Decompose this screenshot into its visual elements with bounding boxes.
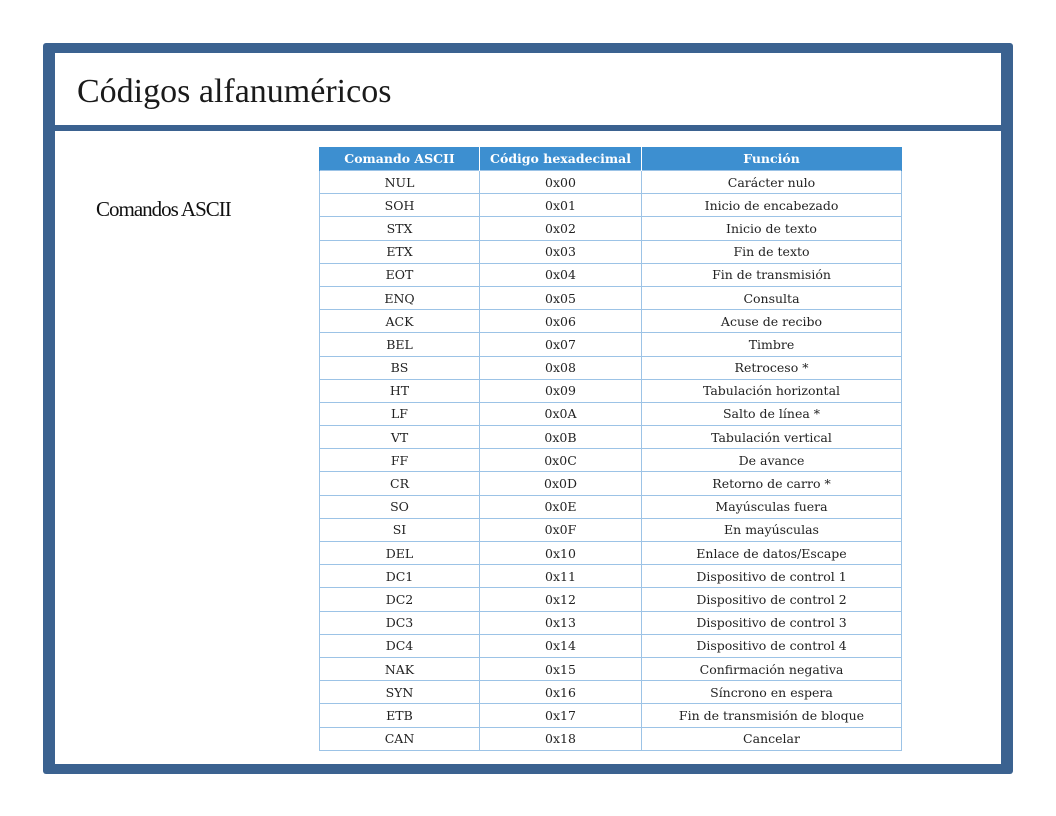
cell-hex-code: 0x05 xyxy=(480,286,642,309)
table-row xyxy=(320,333,902,356)
header-function: Función xyxy=(642,147,902,171)
cell-command: ENQ xyxy=(320,286,480,309)
cell-function: Consulta xyxy=(642,286,902,309)
cell-hex-code: 0x04 xyxy=(480,263,642,286)
cell-command: FF xyxy=(320,449,480,472)
table-row xyxy=(320,657,902,680)
cell-command: DC3 xyxy=(320,611,480,634)
cell-command: NAK xyxy=(320,657,480,680)
cell-hex-code: 0x0C xyxy=(480,449,642,472)
cell-hex-code: 0x0E xyxy=(480,495,642,518)
cell-hex-code: 0x07 xyxy=(480,333,642,356)
cell-function: Dispositivo de control 3 xyxy=(642,611,902,634)
slide-frame xyxy=(43,43,1013,774)
ascii-table xyxy=(319,147,902,751)
table-row xyxy=(320,240,902,263)
table-row xyxy=(320,449,902,472)
cell-function: Tabulación vertical xyxy=(642,426,902,449)
cell-function: Timbre xyxy=(642,333,902,356)
cell-function: En mayúsculas xyxy=(642,518,902,541)
cell-command: BS xyxy=(320,356,480,379)
table-header-row xyxy=(320,147,902,171)
table-row xyxy=(320,379,902,402)
cell-function: Fin de transmisión xyxy=(642,263,902,286)
table-row xyxy=(320,634,902,657)
cell-function: Enlace de datos/Escape xyxy=(642,542,902,565)
cell-hex-code: 0x01 xyxy=(480,194,642,217)
table-row xyxy=(320,611,902,634)
cell-function: Inicio de texto xyxy=(642,217,902,240)
cell-hex-code: 0x00 xyxy=(480,171,642,194)
cell-function: Confirmación negativa xyxy=(642,657,902,680)
cell-command: VT xyxy=(320,426,480,449)
cell-function: Dispositivo de control 4 xyxy=(642,634,902,657)
cell-function: Salto de línea * xyxy=(642,402,902,425)
cell-hex-code: 0x0D xyxy=(480,472,642,495)
cell-function: Acuse de recibo xyxy=(642,310,902,333)
cell-hex-code: 0x15 xyxy=(480,657,642,680)
cell-command: NUL xyxy=(320,171,480,194)
table-row xyxy=(320,310,902,333)
table-row xyxy=(320,286,902,309)
table-row xyxy=(320,194,902,217)
table-row xyxy=(320,217,902,240)
cell-function: Tabulación horizontal xyxy=(642,379,902,402)
table-row xyxy=(320,263,902,286)
content-box xyxy=(55,131,1001,764)
cell-function: Carácter nulo xyxy=(642,171,902,194)
table-row xyxy=(320,356,902,379)
title-box xyxy=(55,53,1001,125)
cell-hex-code: 0x16 xyxy=(480,681,642,704)
cell-command: DC4 xyxy=(320,634,480,657)
cell-hex-code: 0x11 xyxy=(480,565,642,588)
cell-hex-code: 0x0F xyxy=(480,518,642,541)
cell-command: BEL xyxy=(320,333,480,356)
side-label: Comandos ASCII xyxy=(96,197,231,221)
cell-function: Fin de texto xyxy=(642,240,902,263)
cell-hex-code: 0x17 xyxy=(480,704,642,727)
cell-command: LF xyxy=(320,402,480,425)
slide-title: Códigos alfanuméricos xyxy=(77,73,392,110)
table-row xyxy=(320,542,902,565)
table-row xyxy=(320,402,902,425)
header-command: Comando ASCII xyxy=(320,147,480,171)
cell-hex-code: 0x06 xyxy=(480,310,642,333)
table-row xyxy=(320,588,902,611)
cell-hex-code: 0x09 xyxy=(480,379,642,402)
cell-function: Síncrono en espera xyxy=(642,681,902,704)
cell-hex-code: 0x08 xyxy=(480,356,642,379)
cell-command: STX xyxy=(320,217,480,240)
cell-command: ETX xyxy=(320,240,480,263)
table-row xyxy=(320,727,902,750)
cell-command: SI xyxy=(320,518,480,541)
cell-command: SOH xyxy=(320,194,480,217)
cell-hex-code: 0x02 xyxy=(480,217,642,240)
table-row xyxy=(320,171,902,194)
cell-hex-code: 0x12 xyxy=(480,588,642,611)
table-row xyxy=(320,704,902,727)
cell-function: Dispositivo de control 2 xyxy=(642,588,902,611)
cell-command: DC2 xyxy=(320,588,480,611)
table-row xyxy=(320,426,902,449)
cell-function: Retorno de carro * xyxy=(642,472,902,495)
cell-command: DEL xyxy=(320,542,480,565)
cell-hex-code: 0x0A xyxy=(480,402,642,425)
cell-function: Mayúsculas fuera xyxy=(642,495,902,518)
cell-function: Inicio de encabezado xyxy=(642,194,902,217)
cell-function: Cancelar xyxy=(642,727,902,750)
cell-command: SYN xyxy=(320,681,480,704)
cell-command: ETB xyxy=(320,704,480,727)
cell-function: De avance xyxy=(642,449,902,472)
cell-command: ACK xyxy=(320,310,480,333)
cell-command: DC1 xyxy=(320,565,480,588)
cell-function: Dispositivo de control 1 xyxy=(642,565,902,588)
cell-command: CR xyxy=(320,472,480,495)
header-hex-code: Código hexadecimal xyxy=(480,147,642,171)
table-row xyxy=(320,518,902,541)
cell-command: SO xyxy=(320,495,480,518)
cell-hex-code: 0x18 xyxy=(480,727,642,750)
cell-command: EOT xyxy=(320,263,480,286)
cell-command: HT xyxy=(320,379,480,402)
table-row xyxy=(320,495,902,518)
cell-hex-code: 0x13 xyxy=(480,611,642,634)
table-body xyxy=(320,171,902,751)
table-row xyxy=(320,472,902,495)
cell-function: Retroceso * xyxy=(642,356,902,379)
cell-hex-code: 0x0B xyxy=(480,426,642,449)
cell-hex-code: 0x03 xyxy=(480,240,642,263)
cell-command: CAN xyxy=(320,727,480,750)
table-row xyxy=(320,565,902,588)
cell-hex-code: 0x10 xyxy=(480,542,642,565)
cell-function: Fin de transmisión de bloque xyxy=(642,704,902,727)
cell-hex-code: 0x14 xyxy=(480,634,642,657)
table-row xyxy=(320,681,902,704)
